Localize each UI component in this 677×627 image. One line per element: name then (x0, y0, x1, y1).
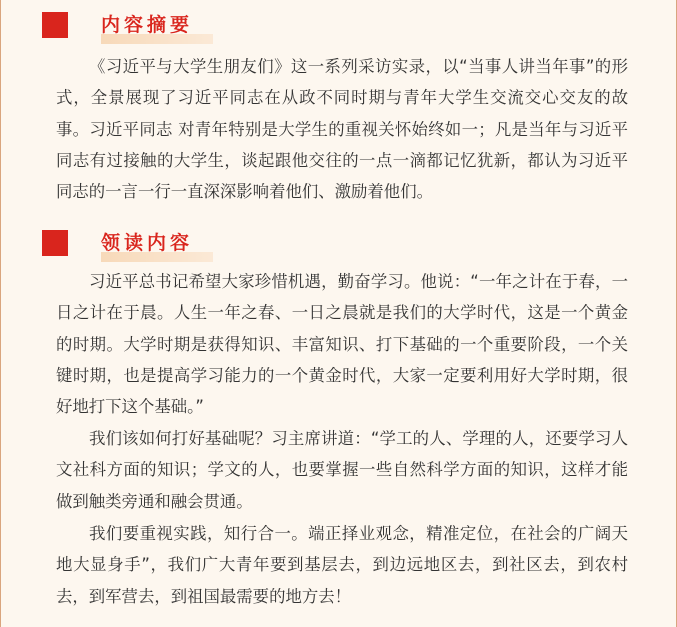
summary-paragraph: 《习近平与大学生朋友们》这一系列采访实录，以“当事人讲当年事”的形式，全景展现了习近平同志在从政不同时期与青年大学生交流交心交友的故事。习近平同志 对青年特别是大学生的重视关怀始终如一；凡是当年与习近平同志有过接触的大学生，谈起跟他交往的一点一滴都记忆犹新，都认为习近平同志的一言一行一直深深影响着他们、激励着他们。 (56, 57, 628, 202)
red-square-icon (42, 230, 68, 256)
red-square-icon (42, 12, 68, 38)
section-header-summary (42, 12, 193, 38)
section-title-summary: 内容摘要 (101, 14, 194, 36)
reading-paragraph-2: 我们该如何打好基础呢？习主席讲道：“学工的人、学理的人，还要学习人文社科方面的知识；学文的人，也要掌握一些自然科学方面的知识，这样才能做到触类旁通和融会贯通。 (56, 429, 628, 511)
reading-paragraph-3: 我们要重视实践，知行合一。端正择业观念，精准定位，在社会的广阔天地大显身手”，我们广大青年要到基层去，到边远地区去，到社区去，到农村去，到军营去，到祖国最需要的地方去！ (56, 524, 628, 606)
reading-paragraph-1: 习近平总书记希望大家珍惜机遇，勤奋学习。他说：“一年之计在于春，一日之计在于晨。人生一年之春、一日之晨就是我们的大学时代，这是一个黄金的时期。大学时期是获得知识、丰富知识、打下基础的一个重要阶段，一个关键时期，也是提高学习能力的一个黄金时代，大家一定要利用好大学时期，很好地打下这个基础。” (56, 272, 628, 417)
section-title-reading: 领读内容 (101, 232, 194, 254)
section-header-reading (42, 230, 193, 256)
